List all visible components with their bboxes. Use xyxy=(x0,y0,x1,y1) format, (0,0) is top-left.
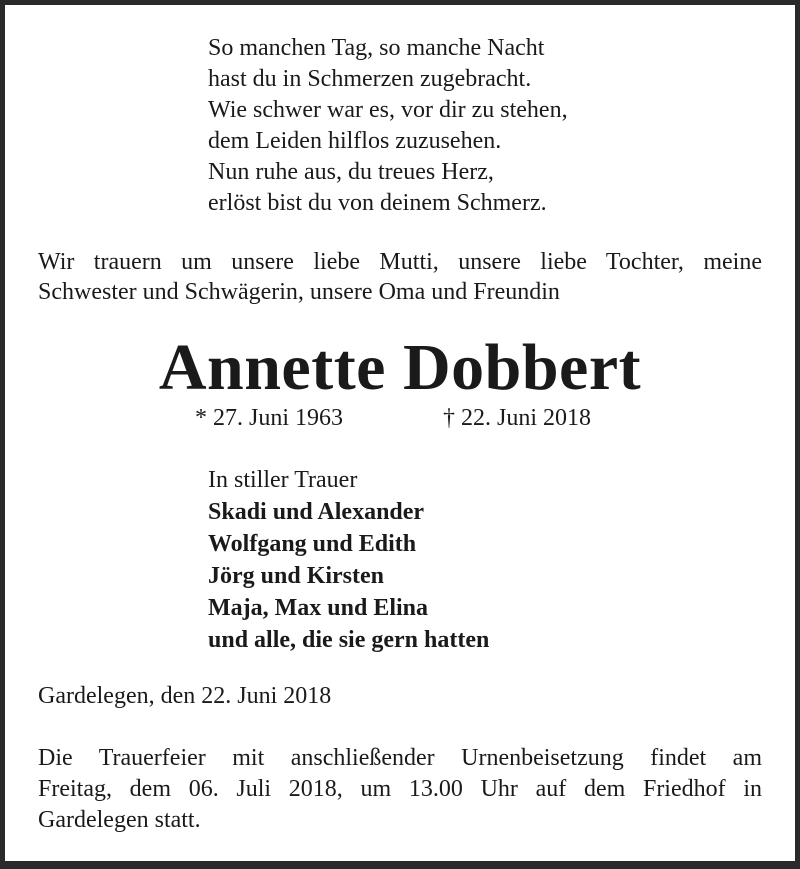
death-date: † 22. Juni 2018 xyxy=(443,405,592,431)
service-line: Die Trauerfeier mit anschließender Urnenbeisetzung findet am xyxy=(38,745,762,771)
poem-line: dem Leiden hilflos zuzusehen. xyxy=(208,128,502,154)
mourners-list xyxy=(208,464,489,656)
poem xyxy=(208,33,568,219)
service-line: Gardelegen statt. xyxy=(38,807,201,833)
mourner-name: und alle, die sie gern hatten xyxy=(208,627,490,653)
mourners-heading: In stiller Trauer xyxy=(208,467,358,493)
mourner-name: Maja, Max und Elina xyxy=(208,595,429,621)
poem-line: Wie schwer war es, vor dir zu stehen, xyxy=(208,97,568,123)
poem-line: hast du in Schmerzen zugebracht. xyxy=(208,66,532,92)
service-line: Freitag, dem 06. Juli 2018, um 13.00 Uhr auf dem Friedhof in xyxy=(38,776,762,802)
mourner-name: Skadi und Alexander xyxy=(208,499,425,525)
poem-line: Nun ruhe aus, du treues Herz, xyxy=(208,159,494,185)
mourner-name: Jörg und Kirsten xyxy=(208,563,385,589)
intro-line: Wir trauern um unsere liebe Mutti, unsere liebe Tochter, meine xyxy=(38,249,762,275)
deceased-name: Annette Dobbert xyxy=(158,331,642,404)
mourning-intro xyxy=(38,247,762,307)
birth-date: * 27. Juni 1963 xyxy=(195,405,344,431)
funeral-service-info xyxy=(38,743,762,836)
poem-line: So manchen Tag, so manche Nacht xyxy=(208,35,545,61)
poem-line: erlöst bist du von deinem Schmerz. xyxy=(208,190,547,216)
mourner-name: Wolfgang und Edith xyxy=(208,531,417,557)
place-and-date: Gardelegen, den 22. Juni 2018 xyxy=(38,683,332,709)
intro-line: Schwester und Schwägerin, unsere Oma und Freundin xyxy=(38,279,560,305)
